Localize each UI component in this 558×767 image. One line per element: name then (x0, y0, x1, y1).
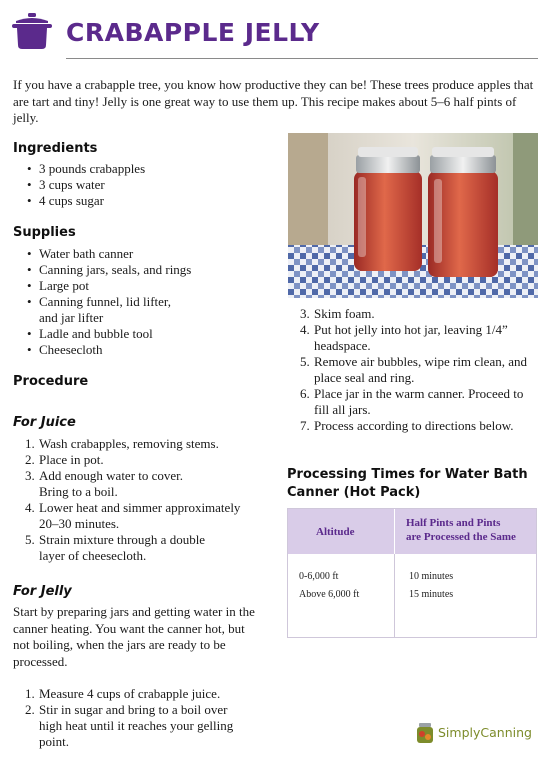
step-item: 2. Stir in sugar and bring to a boil over (25, 702, 228, 717)
step-item: 3. Add enough water to cover. (25, 468, 184, 483)
processing-times-table (287, 508, 537, 638)
step-item: 6. Place jar in the warm canner. Proceed to (300, 386, 524, 401)
step-item: fill all jars. (314, 402, 371, 417)
step-item: 2. Place in pot. (25, 452, 104, 467)
step-item: Bring to a boil. (39, 484, 118, 499)
step-item: headspace. (314, 338, 371, 353)
simplycanning-logo (414, 722, 538, 746)
list-item: • Ladle and bubble tool (13, 326, 191, 342)
page-title: CRABAPPLE JELLY (66, 18, 320, 47)
jelly-intro-paragraph: Start by preparing jars and getting water in the canner heating. You want the canner hot, but not boiling, when the jars are ready to be processed. (13, 604, 255, 669)
step-item: place seal and ring. (314, 370, 415, 385)
list-item: • Large pot (13, 278, 191, 294)
ingredients-list (13, 161, 145, 209)
step-item: point. (39, 734, 69, 749)
page-header (12, 12, 538, 62)
list-item: • 3 cups water (13, 177, 145, 193)
step-item: 4. Lower heat and simmer approximately (25, 500, 241, 515)
list-item-continuation (13, 310, 191, 326)
list-item: • Canning funnel, lid lifter, (13, 294, 191, 310)
canning-jar-logo-icon (414, 722, 436, 744)
processing-heading-line1: Processing Times for Water Bath (287, 467, 528, 482)
column-divider (394, 554, 395, 637)
table-cell-time: 15 minutes (409, 589, 454, 600)
step-item: 5. Remove air bubbles, wipe rim clean, and (300, 354, 527, 369)
list-item-text: and jar lifter (39, 310, 104, 325)
processing-heading-line2: Canner (Hot Pack) (287, 485, 421, 500)
procedure-heading: Procedure (13, 374, 89, 389)
juice-steps (13, 436, 240, 564)
step-item: layer of cheesecloth. (39, 548, 147, 563)
table-cell-altitude: 0-6,000 ft (299, 571, 339, 582)
supplies-heading: Supplies (13, 225, 76, 240)
list-item: • Canning jars, seals, and rings (13, 262, 191, 278)
jelly-heading: For Jelly (13, 584, 72, 599)
ingredients-heading: Ingredients (13, 141, 98, 156)
supplies-list (13, 246, 191, 358)
altitude-column-header: Altitude (316, 526, 355, 538)
jelly-steps-continued (288, 306, 543, 434)
time-column-header: Half Pints and Pints are Processed the Same (406, 517, 516, 543)
table-cell-altitude: Above 6,000 ft (299, 589, 360, 600)
intro-paragraph: If you have a crabapple tree, you know how productive they can be! These trees produce apples that are tart and tiny! Jelly is one great way to use them up. This recipe makes about 5–6 half pints of jelly. (13, 77, 534, 125)
list-item: • 4 cups sugar (13, 193, 145, 209)
table-cell-time: 10 minutes (409, 571, 454, 582)
step-item: 7. Process according to directions below. (300, 418, 514, 433)
list-item: • Cheesecloth (13, 342, 191, 358)
list-item: • 3 pounds crabapples (13, 161, 145, 177)
step-item: high heat until it reaches your gelling (39, 718, 234, 733)
step-item: 3. Skim foam. (300, 306, 375, 321)
processing-times-heading (287, 466, 537, 502)
step-item: 1. Wash crabapples, removing stems. (25, 436, 219, 451)
canning-pot-icon (12, 12, 52, 50)
jelly-steps (13, 686, 233, 750)
step-item: 5. Strain mixture through a double (25, 532, 206, 547)
list-item: • Water bath canner (13, 246, 191, 262)
step-item: 4. Put hot jelly into hot jar, leaving 1/4” (300, 322, 508, 337)
crabapple-jelly-jars-photo (288, 133, 538, 298)
title-divider (66, 58, 538, 59)
brand-name: SimplyCanning (438, 725, 532, 740)
step-item: 20–30 minutes. (39, 516, 120, 531)
juice-heading: For Juice (13, 415, 76, 430)
step-item: 1. Measure 4 cups of crabapple juice. (25, 686, 221, 701)
